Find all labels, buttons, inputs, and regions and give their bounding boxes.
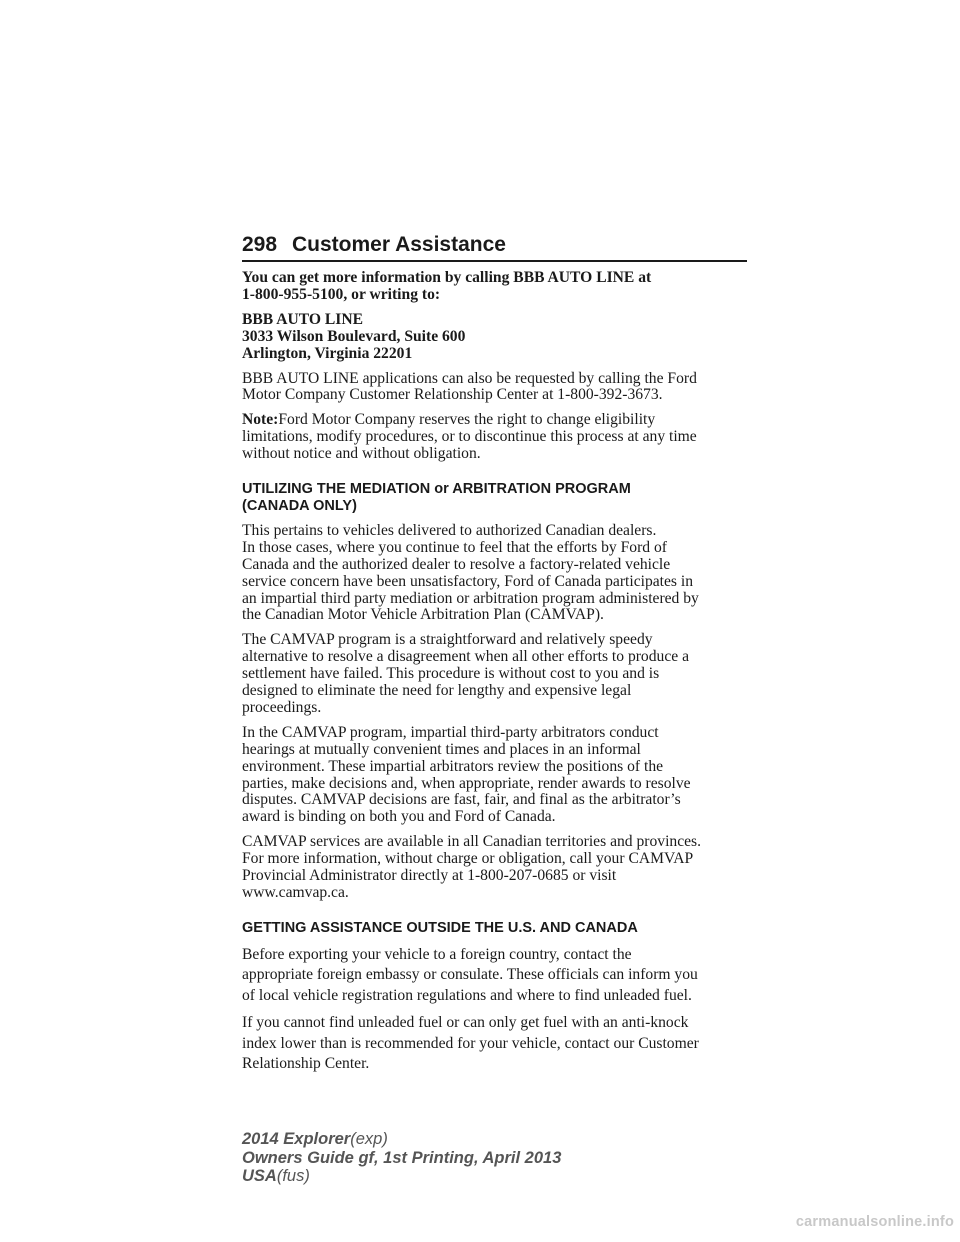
footer-line-market [242,1167,561,1186]
text-line: of local vehicle registration regulations and where to find unleaded fuel. [242,986,692,1004]
text-line: Before exporting your vehicle to a foreign country, contact the [242,945,632,963]
print-footer [242,1130,561,1186]
text-line: the Canadian Motor Vehicle Arbitration Plan (CAMVAP). [242,606,604,624]
text-line: service concern have been unsatisfactory, Ford of Canada participates in [242,572,694,590]
note-paragraph [242,412,752,463]
outside-assistance-heading [242,920,752,937]
text-line: In those cases, where you continue to feel that the efforts by Ford of [242,538,667,556]
footer-market: USA [242,1167,277,1185]
text-line: appropriate foreign embassy or consulate. These officials can inform you [242,966,698,984]
text-line: Canada and the authorized dealer to resolve a factory-related vehicle [242,555,671,573]
page-number: 298 [242,233,278,256]
text-line: limitations, modify procedures, or to discontinue this process at any time [242,428,697,446]
text-line: 3033 Wilson Boulevard, Suite 600 [242,327,466,345]
text-line: 1-800-955-5100, or writing to: [242,285,441,303]
footer-model-code: (exp) [350,1130,388,1148]
footer-model: 2014 Explorer [242,1130,351,1148]
text-line: disputes. CAMVAP decisions are fast, fair, and final as the arbitrator’s [242,791,681,809]
text-line: without notice and without obligation. [242,445,481,463]
text-line: environment. These impartial arbitrators review the positions of the [242,757,664,775]
text-line: hearings at mutually convenient times and places in an informal [242,740,641,758]
footer-line-guide [242,1149,561,1168]
text-line: BBB AUTO LINE [242,310,364,328]
note-label: Note: [242,411,279,429]
canada-paragraph-3 [242,725,752,826]
text-line: designed to eliminate the need for lengthy and expensive legal [242,682,632,700]
text-line: Relationship Center. [242,1055,370,1073]
text-line: settlement have failed. This procedure is without cost to you and is [242,665,660,683]
text-line: parties, make decisions and, when appropriate, render awards to resolve [242,774,691,792]
text-line: index lower than is recommended for your vehicle, contact our Customer [242,1034,699,1052]
text-line: an impartial third party mediation or arbitration program administered by [242,589,699,607]
text-line: award is binding on both you and Ford of Canada. [242,808,556,826]
text-line: You can get more information by calling BBB AUTO LINE at [242,269,652,286]
watermark: carmanualsonline.info [795,1214,954,1230]
outside-paragraph-2 [242,1013,752,1075]
outside-paragraph-1 [242,945,752,1007]
canada-paragraph-2 [242,632,752,717]
applications-paragraph [242,371,752,405]
mailing-address [242,312,752,363]
text-line: For more information, without charge or obligation, call your CAMVAP [242,850,694,868]
page-content [242,270,752,1082]
text-line: proceedings. [242,698,322,716]
heading-line: GETTING ASSISTANCE OUTSIDE THE U.S. AND CANADA [242,919,638,936]
intro-paragraph [242,270,752,304]
text-line: CAMVAP services are available in all Canadian territories and provinces. [242,833,702,851]
text-line: Arlington, Virginia 22201 [242,344,413,362]
text-line: BBB AUTO LINE applications can also be requested by calling the Ford [242,369,697,387]
footer-market-code: (fus) [276,1167,310,1185]
footer-line-model [242,1130,561,1149]
heading-line: UTILIZING THE MEDIATION or ARBITRATION PROGRAM [242,481,631,498]
page-header [242,232,747,262]
text-line: alternative to resolve a disagreement when all other efforts to produce a [242,648,689,666]
text-line: In the CAMVAP program, impartial third-party arbitrators conduct [242,723,659,741]
text-line: If you cannot find unleaded fuel or can only get fuel with an anti-knock [242,1014,689,1032]
canada-program-heading [242,481,752,515]
text-line: Provincial Administrator directly at 1-800-207-0685 or visit [242,867,617,885]
note-text: Ford Motor Company reserves the right to change eligibility [278,411,656,429]
heading-line: (CANADA ONLY) [242,497,357,514]
footer-guide: Owners Guide gf, 1st Printing, April 2013 [242,1148,562,1167]
text-line: www.camvap.ca. [242,884,349,901]
text-line: This pertains to vehicles delivered to authorized Canadian dealers. [242,521,657,539]
canada-paragraph-1 [242,523,752,624]
canada-paragraph-4 [242,834,752,902]
text-line: The CAMVAP program is a straightforward and relatively speedy [242,631,653,649]
text-line: Motor Company Customer Relationship Center at 1-800-392-3673. [242,386,663,404]
section-title: Customer Assistance [292,233,506,256]
text-line [242,412,752,429]
